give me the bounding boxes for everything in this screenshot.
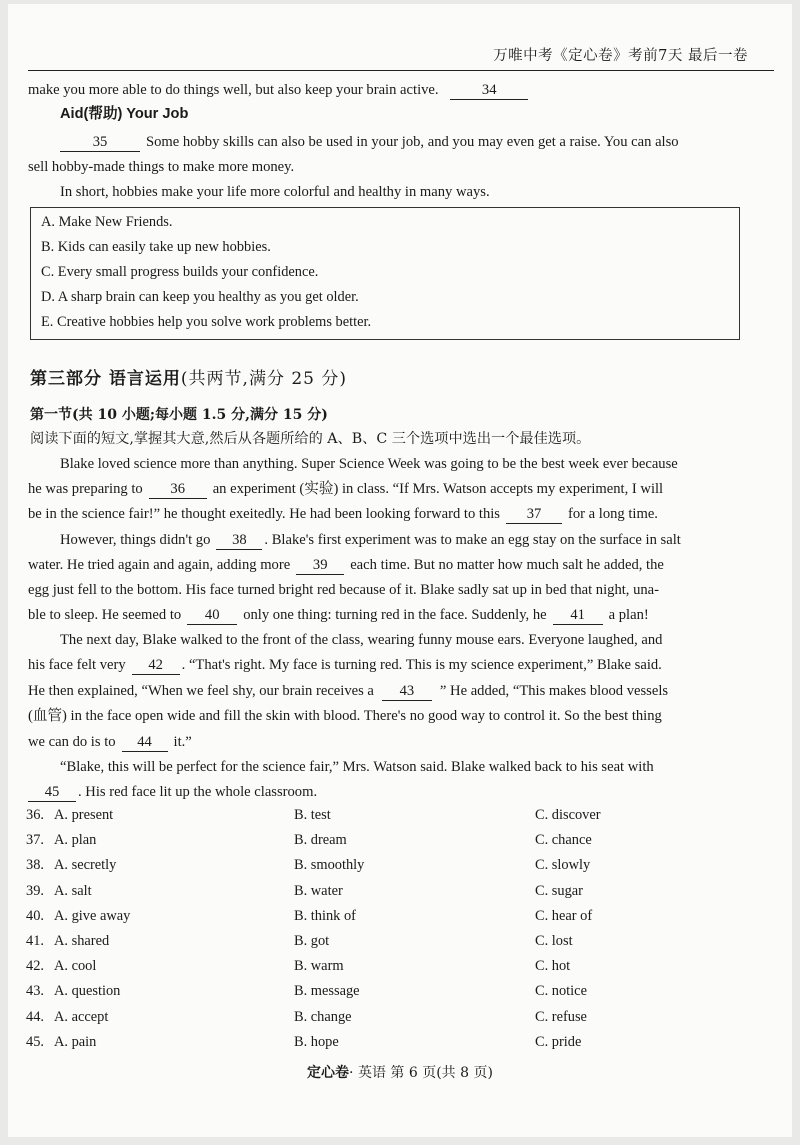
- question-number: 37.: [26, 832, 44, 849]
- option-c[interactable]: C. discover: [535, 807, 601, 823]
- question-number: 44.: [26, 1008, 44, 1025]
- option-a[interactable]: A. plan: [54, 832, 97, 849]
- blank-34[interactable]: 34: [450, 82, 528, 100]
- question-number: 36.: [26, 807, 44, 823]
- question-number: 43.: [26, 983, 44, 1000]
- option-a[interactable]: A. Make New Friends.: [41, 214, 173, 230]
- passage-line: sell hobby-made things to make more money.: [28, 159, 295, 175]
- blank-36[interactable]: 36: [149, 481, 207, 499]
- option-b[interactable]: B. got: [294, 933, 330, 949]
- option-b[interactable]: B. Kids can easily take up new hobbies.: [41, 239, 271, 255]
- option-b[interactable]: B. think of: [294, 907, 356, 924]
- option-c[interactable]: C. lost: [535, 933, 573, 949]
- passage-line: The next day, Blake walked to the front of the class, wearing funny mouse ears. Everyone laughed, and: [60, 632, 663, 648]
- option-b[interactable]: B. hope: [294, 1033, 339, 1050]
- passage-line: his face felt very 42 . “That's right. My face is turning red. This is my science experiment,” Blake said.: [28, 657, 662, 673]
- option-d[interactable]: D. A sharp brain can keep you healthy as you get older.: [41, 289, 359, 305]
- question-number: 41.: [26, 933, 44, 949]
- passage-line: be in the science fair!” he thought exeitedly. He had been looking forward to this 37 for a long time.: [28, 506, 658, 522]
- passage-line: In short, hobbies make your life more colorful and healthy in many ways.: [60, 184, 490, 200]
- options-box: [30, 207, 740, 340]
- footer-brand: 定心卷: [307, 1065, 350, 1081]
- exam-page: [8, 4, 792, 1137]
- passage-line: we can do is to 44 it.”: [28, 734, 192, 750]
- passage-line: “Blake, this will be perfect for the science fair,” Mrs. Watson said. Blake walked back to his seat with: [60, 759, 654, 775]
- blank-43[interactable]: 43: [382, 683, 432, 701]
- option-b[interactable]: B. message: [294, 983, 360, 1000]
- option-c[interactable]: C. hear of: [535, 907, 593, 924]
- page-footer: [8, 1062, 792, 1082]
- part-three-title: 第三部分 语言运用(共两节,满分 25 分): [30, 369, 348, 389]
- blank-35[interactable]: 35: [60, 134, 140, 152]
- option-a[interactable]: A. pain: [54, 1033, 97, 1050]
- option-c[interactable]: C. Every small progress builds your confidence.: [41, 264, 319, 280]
- blank-40[interactable]: 40: [187, 607, 237, 625]
- question-number: 45.: [26, 1033, 44, 1050]
- passage-line: Blake loved science more than anything. Super Science Week was going to be the best week ever because: [60, 456, 678, 472]
- question-number: 38.: [26, 857, 44, 874]
- option-b[interactable]: B. smoothly: [294, 857, 365, 874]
- option-c[interactable]: C. refuse: [535, 1008, 587, 1025]
- blank-41[interactable]: 41: [553, 607, 603, 625]
- passage-line: make you more able to do things well, but also keep your brain active. 34: [28, 80, 531, 100]
- option-a[interactable]: A. shared: [54, 933, 110, 949]
- header-title: 万唯中考《定心卷》考前7天 最后一卷: [493, 48, 748, 64]
- section-heading-aid-your-job: Aid(帮助) Your Job: [60, 106, 189, 122]
- option-c[interactable]: C. chance: [535, 832, 592, 849]
- option-c[interactable]: C. hot: [535, 958, 571, 975]
- blank-45[interactable]: 45: [28, 784, 76, 802]
- blank-39[interactable]: 39: [296, 557, 344, 575]
- passage-line: 45 . His red face lit up the whole classroom.: [28, 782, 317, 802]
- footer-page-info: · 英语 第 6 页(共 8 页): [349, 1065, 493, 1081]
- option-b[interactable]: B. change: [294, 1008, 352, 1025]
- passage-line: water. He tried again and again, adding more 39 each time. But no matter how much salt he added, the: [28, 557, 664, 573]
- question-number: 42.: [26, 958, 44, 975]
- option-a[interactable]: A. present: [54, 807, 114, 823]
- option-a[interactable]: A. accept: [54, 1008, 109, 1025]
- blank-38[interactable]: 38: [216, 532, 262, 550]
- passage-line: 35 Some hobby skills can also be used in your job, and you may even get a raise. You can also: [28, 132, 679, 152]
- option-c[interactable]: C. notice: [535, 983, 587, 1000]
- option-c[interactable]: C. slowly: [535, 857, 591, 874]
- option-a[interactable]: A. question: [54, 983, 121, 1000]
- option-e[interactable]: E. Creative hobbies help you solve work problems better.: [41, 314, 372, 330]
- option-b[interactable]: B. dream: [294, 832, 347, 849]
- option-b[interactable]: B. water: [294, 882, 343, 899]
- passage-line: ble to sleep. He seemed to 40 only one thing: turning red in the face. Suddenly, he 41 a plan!: [28, 607, 649, 623]
- blank-44[interactable]: 44: [122, 734, 168, 752]
- section-one-title: 第一节(共 10 小题;每小题 1.5 分,满分 15 分): [30, 407, 328, 423]
- header-divider: [28, 70, 774, 71]
- passage-line: egg just fell to the bottom. His face turned bright red because of it. Blake sadly sat up in bed that night, una-: [28, 582, 660, 598]
- option-b[interactable]: B. warm: [294, 958, 344, 975]
- question-number: 39.: [26, 882, 44, 899]
- instructions: 阅读下面的短文,掌握其大意,然后从各题所给的 A、B、C 三个选项中选出一个最佳选项。: [30, 431, 591, 447]
- blank-37[interactable]: 37: [506, 506, 562, 524]
- passage-line: (血管) in the face open wide and fill the skin with blood. There's no good way to control it. So the best thing: [28, 708, 662, 724]
- option-a[interactable]: A. give away: [54, 907, 131, 924]
- option-c[interactable]: C. sugar: [535, 882, 583, 899]
- option-c[interactable]: C. pride: [535, 1033, 582, 1050]
- option-a[interactable]: A. cool: [54, 958, 97, 975]
- option-b[interactable]: B. test: [294, 807, 331, 823]
- passage-line: he was preparing to 36 an experiment (实验) in class. “If Mrs. Watson accepts my experiment, I will: [28, 481, 664, 497]
- option-a[interactable]: A. secretly: [54, 857, 117, 874]
- question-number: 40.: [26, 907, 44, 924]
- option-a[interactable]: A. salt: [54, 882, 92, 899]
- blank-42[interactable]: 42: [132, 657, 180, 675]
- passage-line: He then explained, “When we feel shy, our brain receives a 43 ” He added, “This makes blood vessels: [28, 683, 669, 699]
- passage-line: However, things didn't go 38 . Blake's first experiment was to make an egg stay on the surface in salt: [60, 532, 681, 548]
